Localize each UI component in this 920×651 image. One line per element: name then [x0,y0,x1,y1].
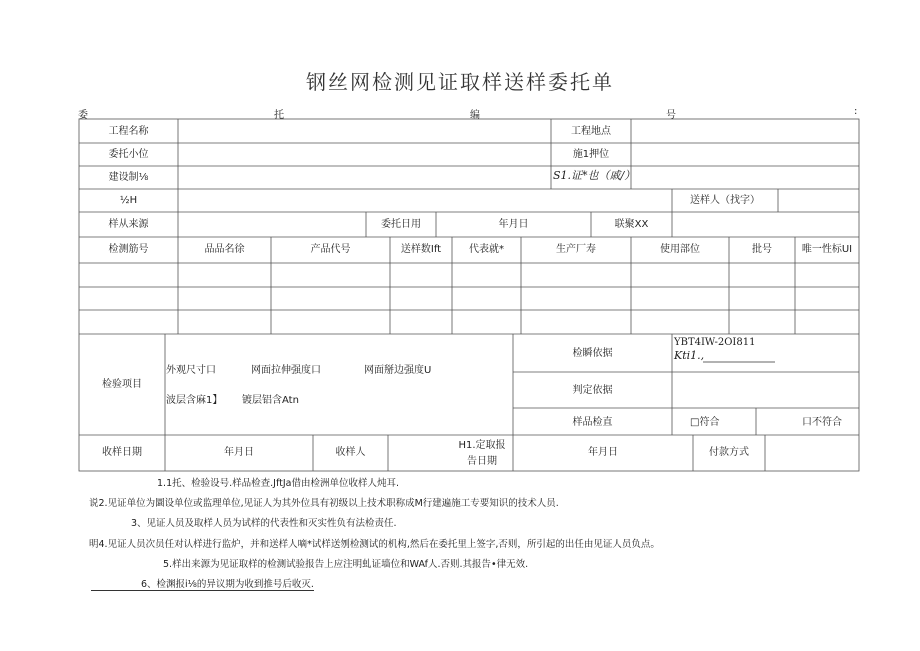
project-site-label: 工程地点 [571,126,611,137]
entrust-date-value: 年月日 [498,219,529,230]
entrust-date-label: 委托日用 [381,219,421,230]
sample-check-label: 样品检直 [572,417,613,428]
header-usage-location: 使用部位 [660,244,700,255]
header-product-code: 产品代号 [310,244,351,255]
test-basis-value: YBT4IW-2OI811 [674,337,756,348]
report-date-label-1: H1.定取报 [458,440,506,451]
entrust-no-char-4: 号 [666,110,676,121]
note-4: 明4.见证人员次员任对认样进行监炉，并和送样人嘀*试样送刎检测试的机构,然后在委托里上签字,否则，所引起的出任由见证人员负点。 [89,539,660,550]
nonconform-checkbox[interactable]: 口不符合 [802,417,842,428]
note-3: 3、见证人员及取样人员为试样的代表性和灭实性负有法检责任. [131,518,397,529]
header-sample-qty: 送样数Ift [400,244,442,255]
conform-checkbox[interactable]: □符合 [690,417,720,428]
receive-date-label: 收样日期 [102,447,142,458]
item-tensile-strength: 网面拉伸强度口 [251,365,321,376]
project-name-label: 工程名称 [108,126,149,137]
receiver-label: 收样人 [335,447,366,458]
report-date-label-2: 告日期 [467,456,497,467]
judge-basis-label: 判定依据 [572,385,613,396]
builder-label: 建设制⅛ [108,172,149,183]
witness-unit-label: S1.证*也（戚/） [553,169,636,182]
receive-date-value: 年月日 [224,447,254,458]
page-title: 钢丝网检测见证取样送样委托单 [306,70,614,94]
inspection-items-label: 检验项目 [102,379,142,390]
sender-label: 送样人（找字） [690,195,760,206]
entrust-no-char-2: 托 [274,110,284,121]
item-coating-content: 波层含麻1】 [166,395,223,406]
note-5: 5.样出来源为见证取样的检测试验报告上应注明虬证墙位和WAf人.否则.其报告•律无效. [163,559,529,570]
test-basis-value-2: Kti1., [674,349,705,362]
sample-source-label: 样从来源 [108,219,149,230]
header-manufacturer: 生产厂寿 [556,244,596,255]
note-1: 1.1托、检验设号.样品检查.JftJa借由检洲单位收样人炖耳. [157,478,399,489]
label-h: ½H [119,195,138,206]
note-6: 6、检渊报i⅛的异议期为收到推号后收灭. [91,576,314,591]
item-appearance-size: 外观尺寸口 [166,365,216,376]
test-basis-label: 检瞬依据 [572,348,613,359]
report-date-value: 年月日 [588,447,618,458]
header-representative-qty: 代表就* [469,244,504,255]
header-batch-no: 批号 [752,244,772,255]
entrust-unit-label: 委托小位 [108,149,149,160]
payment-label: 付款方式 [709,447,749,458]
header-sample-name: 品品名徐 [204,244,245,255]
entrust-no-char-1: 委 [78,110,88,121]
item-aluminum-content: 镀层铝含Atn [242,395,299,406]
item-edge-strength: 网面掰边强度U [364,365,432,376]
note-2: 说2.见证单位为圜设单位或监理单位,见证人为其外位具有初级以上技术职称成M行建遍施工专要知识的技术人员. [89,498,559,509]
header-unique-id: 唯一性标UI [801,244,853,255]
entrust-no-char-3: 编 [470,110,480,121]
entrust-no-colon: : [854,106,858,117]
construction-unit-label: 施1押位 [572,149,610,160]
header-test-no: 检测筋号 [108,244,149,255]
contact-label: 联聚XX [614,219,649,230]
